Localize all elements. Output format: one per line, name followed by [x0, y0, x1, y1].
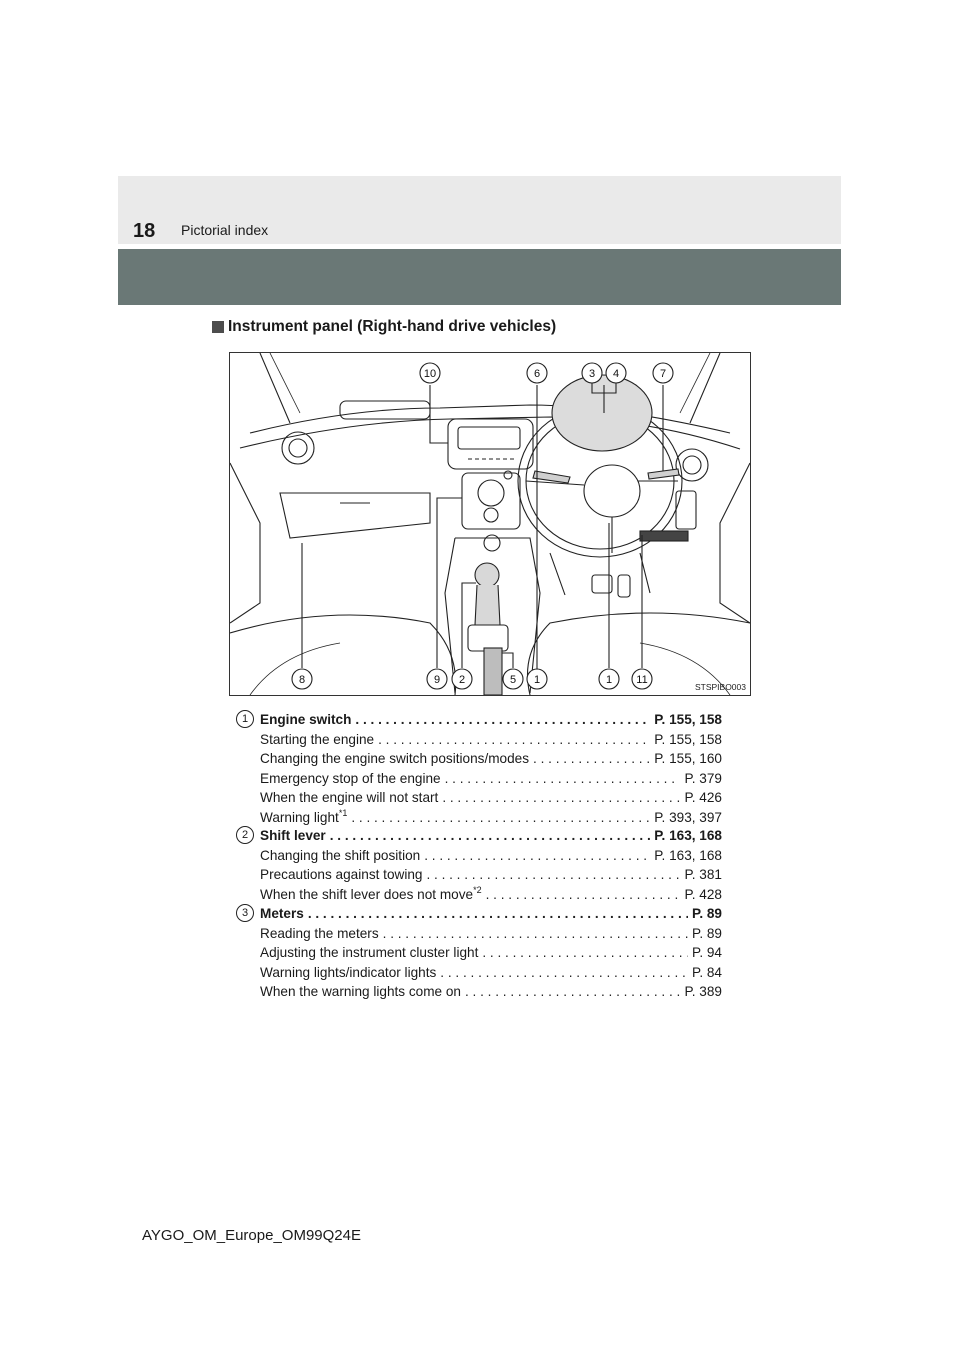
entry-main-row — [236, 904, 722, 924]
entry-number: 3 — [236, 904, 254, 922]
sub-row — [236, 885, 722, 905]
sub-page: P. 84 — [692, 964, 722, 980]
sub-row — [236, 730, 722, 750]
figure-code: STSPIBO003 — [694, 682, 746, 692]
sub-label: Warning light$^{*1}$ — [260, 807, 348, 825]
callout-3: 3 — [588, 368, 596, 380]
sub-row — [236, 982, 722, 1002]
sub-page: P. 379 — [684, 770, 722, 786]
entry-number: 2 — [236, 826, 254, 844]
sub-row — [236, 924, 722, 944]
sub-label: Adjusting the instrument cluster light — [260, 945, 479, 961]
footnote-marker: *1 — [338, 807, 348, 818]
callout-1-second: 1 — [605, 674, 613, 686]
sub-page: P. 381 — [684, 867, 722, 883]
entry-meters — [236, 904, 722, 1002]
bullet-square-icon — [212, 321, 224, 333]
sub-label: Emergency stop of the engine — [260, 770, 441, 786]
sub-row — [236, 865, 722, 885]
entry-main-page: P. 163, 168 — [654, 828, 722, 843]
callout-10: 10 — [423, 368, 437, 380]
sub-label: Changing the shift position — [260, 847, 421, 863]
callout-7: 7 — [659, 368, 667, 380]
entry-shift-lever — [236, 826, 722, 904]
sub-page: P. 428 — [684, 886, 722, 902]
sub-row — [236, 808, 722, 828]
sub-page: P. 155, 160 — [654, 751, 722, 767]
sub-page: P. 393, 397 — [654, 809, 722, 825]
entry-main-label: Shift lever — [260, 828, 326, 843]
sub-row — [236, 788, 722, 808]
entry-main-page: P. 155, 158 — [654, 712, 722, 727]
document-footer: AYGO_OM_Europe_OM99Q24E — [142, 1227, 361, 1244]
sub-row — [236, 749, 722, 769]
page-number: 18 — [133, 220, 156, 242]
entry-main-row — [236, 826, 722, 846]
callout-4: 4 — [612, 368, 620, 380]
entry-main-label: Meters — [260, 906, 304, 921]
dashboard-illustration — [230, 353, 750, 695]
callout-1: 1 — [533, 674, 541, 686]
sub-page: P. 155, 158 — [654, 731, 722, 747]
footnote-marker: *2 — [473, 884, 482, 895]
entry-number: 1 — [236, 710, 254, 728]
sub-row — [236, 963, 722, 983]
callout-5: 5 — [509, 674, 517, 686]
instrument-panel-figure — [229, 352, 751, 696]
callout-6: 6 — [533, 368, 541, 380]
sub-label: Precautions against towing — [260, 867, 423, 883]
entry-main-row — [236, 710, 722, 730]
header-band — [118, 249, 841, 305]
sub-label: Warning lights/indicator lights — [260, 964, 437, 980]
sub-label: Reading the meters — [260, 925, 379, 941]
sub-page: P. 89 — [692, 925, 722, 941]
sub-label: When the warning lights come on — [260, 984, 461, 1000]
callout-2: 2 — [458, 674, 466, 686]
sub-label: Changing the engine switch positions/modes — [260, 751, 530, 767]
sub-label: Starting the engine — [260, 731, 375, 747]
sub-page: P. 389 — [684, 984, 722, 1000]
sub-label: When the shift lever does not move$^{*2}$ — [260, 884, 482, 902]
page-header — [118, 176, 841, 244]
callout-9: 9 — [433, 674, 441, 686]
entry-main-page: P. 89 — [692, 906, 722, 921]
subheading — [212, 318, 556, 336]
sub-page: P. 163, 168 — [654, 847, 722, 863]
section-title: Pictorial index — [181, 222, 269, 238]
callout-8: 8 — [298, 674, 306, 686]
sub-row — [236, 846, 722, 866]
sub-page: P. 426 — [684, 790, 722, 806]
sub-row — [236, 943, 722, 963]
subheading-text: Instrument panel (Right-hand drive vehicles) — [228, 318, 557, 335]
sub-page: P. 94 — [692, 945, 722, 961]
entry-main-label: Engine switch — [260, 712, 352, 727]
callout-11: 11 — [636, 674, 648, 686]
entry-engine-switch — [236, 710, 722, 828]
sub-row — [236, 769, 722, 789]
sub-label: When the engine will not start — [260, 790, 439, 806]
